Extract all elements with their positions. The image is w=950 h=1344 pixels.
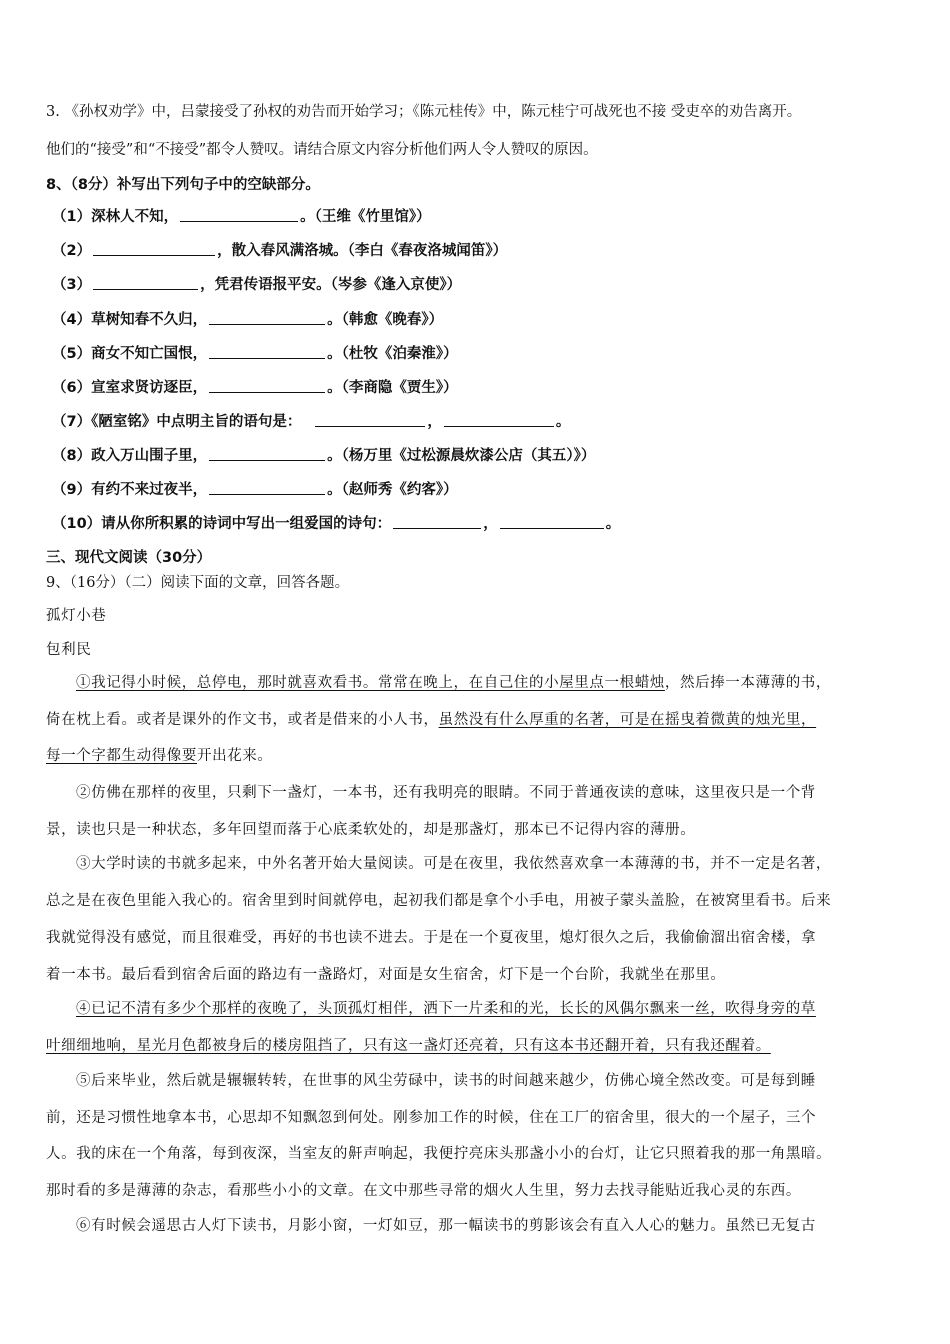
answer-blank[interactable] <box>209 344 325 359</box>
answer-blank[interactable] <box>444 412 554 427</box>
paragraph-1-line-2: 倚在枕上看。或者是课外的作文书，或者是借来的小人书，虽然没有什么厚重的名著，可是在摇曳着微黄的烛光里， <box>46 712 817 728</box>
q8-item-4: （4）草树知春不久归， 。（韩愈《晚春》） <box>52 312 444 328</box>
paragraph-4-line-2: 叶细细地响，星光月色都被身后的楼房阻挡了，只有这一盏灯还亮着，只有这本书还翻开着，只有我还醒着。 <box>46 1038 771 1054</box>
paragraph-3-line-1: ③大学时读的书就多起来，中外名著开始大量阅读。可是在夜里，我依然喜欢拿一本薄薄的书，并不一定是名著， <box>76 856 831 872</box>
q8-item-7: （7）《陋室铭》中点明主旨的语句是： ， 。 <box>52 414 571 430</box>
q8-item-10: （10）请从你所积累的诗词中写出一组爱国的诗句： ， 。 <box>52 516 621 532</box>
paragraph-1-line-3: 每一个字都生动得像要开出花来。 <box>46 748 273 764</box>
paragraph-2-line-2: 景，读也只是一种状态，多年回望而落于心底柔软处的，却是那盏灯，那本已不记得内容的薄册。 <box>46 822 696 838</box>
answer-blank[interactable] <box>209 310 325 325</box>
paragraph-1-line-1: ①我记得小时候，总停电，那时就喜欢看书。常常在晚上，在自己住的小屋里点一根蜡烛，然后捧一本薄薄的书， <box>76 675 832 691</box>
q8-item-6: （6）宣室求贤访逐臣， 。（李商隐《贾生》） <box>52 380 458 396</box>
paragraph-3-line-3: 我就觉得没有感觉，而且很难受，再好的书也读不进去。于是在一个夏夜里，熄灯很久之后，我偷偷溜出宿舍楼，拿 <box>46 930 817 946</box>
q8-item-2: （2） ，散入春风满洛城。（李白《春夜洛城闻笛》） <box>52 243 508 259</box>
section-heading: 三、现代文阅读（30分） <box>46 550 212 566</box>
paragraph-2-line-1: ②仿佛在那样的夜里，只剩下一盏灯，一本书，还有我明亮的眼睛。不同于普通夜读的意味，这里夜只是一个背 <box>76 785 816 801</box>
answer-blank[interactable] <box>93 275 198 290</box>
answer-blank[interactable] <box>209 480 325 495</box>
paragraph-6-line-1: ⑥有时候会遥思古人灯下读书，月影小窗，一灯如豆，那一幅读书的剪影该会有直入人心的魅力。虽然已无复古 <box>76 1218 816 1234</box>
q8-item-8: （8）政入万山围子里， 。（杨万里《过松源晨炊漆公店（其五）》） <box>52 448 596 464</box>
q8-heading: 8、（8分）补写出下列句子中的空缺部分。 <box>46 177 320 193</box>
q8-item-3: （3） ，凭君传语报平安。（岑参《逢入京使》） <box>52 277 462 293</box>
paragraph-3-line-2: 总之是在夜色里能入我心的。宿舍里到时间就停电，起初我们都是拿个小手电，用被子蒙头盖脸，在被窝里看书。后来 <box>46 893 832 909</box>
paragraph-3-line-4: 着一本书。最后看到宿舍后面的路边有一盏路灯，对面是女生宿舍，灯下是一个台阶，我就坐在那里。 <box>46 967 726 983</box>
answer-blank[interactable] <box>180 207 298 222</box>
article-title: 孤灯小巷 <box>46 608 107 624</box>
answer-blank[interactable] <box>209 446 325 461</box>
q3-line2: 他们的“接受”和“不接受”都令人赞叹。请结合原文内容分析他们两人令人赞叹的原因。 <box>46 142 598 158</box>
q8-item-5: （5）商女不知亡国恨， 。（杜牧《泊秦淮》） <box>52 346 458 362</box>
answer-blank[interactable] <box>93 241 215 256</box>
paragraph-5-line-1: ⑤后来毕业，然后就是辗辗转转，在世事的风尘劳碌中，读书的时间越来越少，仿佛心境全然改变。可是每到睡 <box>76 1073 816 1089</box>
paragraph-5-line-2: 前，还是习惯性地拿本书，心思却不知飘忽到何处。刚参加工作的时候，住在工厂的宿舍里，很大的一个屋子，三个 <box>46 1110 817 1126</box>
paragraph-5-line-3: 人。我的床在一个角落，每到夜深，当室友的鼾声响起，我便拧亮床头那盏小小的台灯，让它只照着我的那一角黑暗。 <box>46 1146 832 1162</box>
answer-blank[interactable] <box>209 378 325 393</box>
q8-item-1: （1）深林人不知， 。（王维《竹里馆》） <box>52 209 431 225</box>
answer-blank[interactable] <box>315 412 425 427</box>
q8-item-9: （9）有约不来过夜半， 。（赵师秀《约客》） <box>52 482 458 498</box>
paragraph-4-line-1: ④已记不清有多少个那样的夜晚了，头顶孤灯相伴，洒下一片柔和的光，长长的风偶尔飘来一丝，吹得身旁的草 <box>76 1001 816 1017</box>
q3-line1: 3. 《孙权劝学》中，吕蒙接受了孙权的劝告而开始学习；《陈元桂传》中，陈元桂宁可战死也不接 受吏卒的劝告离开。 <box>46 104 802 120</box>
answer-blank[interactable] <box>393 514 481 529</box>
q9-heading: 9、（16分）（二）阅读下面的文章，回答各题。 <box>46 575 350 591</box>
answer-blank[interactable] <box>500 514 604 529</box>
paragraph-5-line-4: 那时看的多是薄薄的杂志，看那些小小的文章。在文中那些寻常的烟火人生里，努力去找寻能贴近我心灵的东西。 <box>46 1183 801 1199</box>
article-author: 包利民 <box>46 642 92 658</box>
